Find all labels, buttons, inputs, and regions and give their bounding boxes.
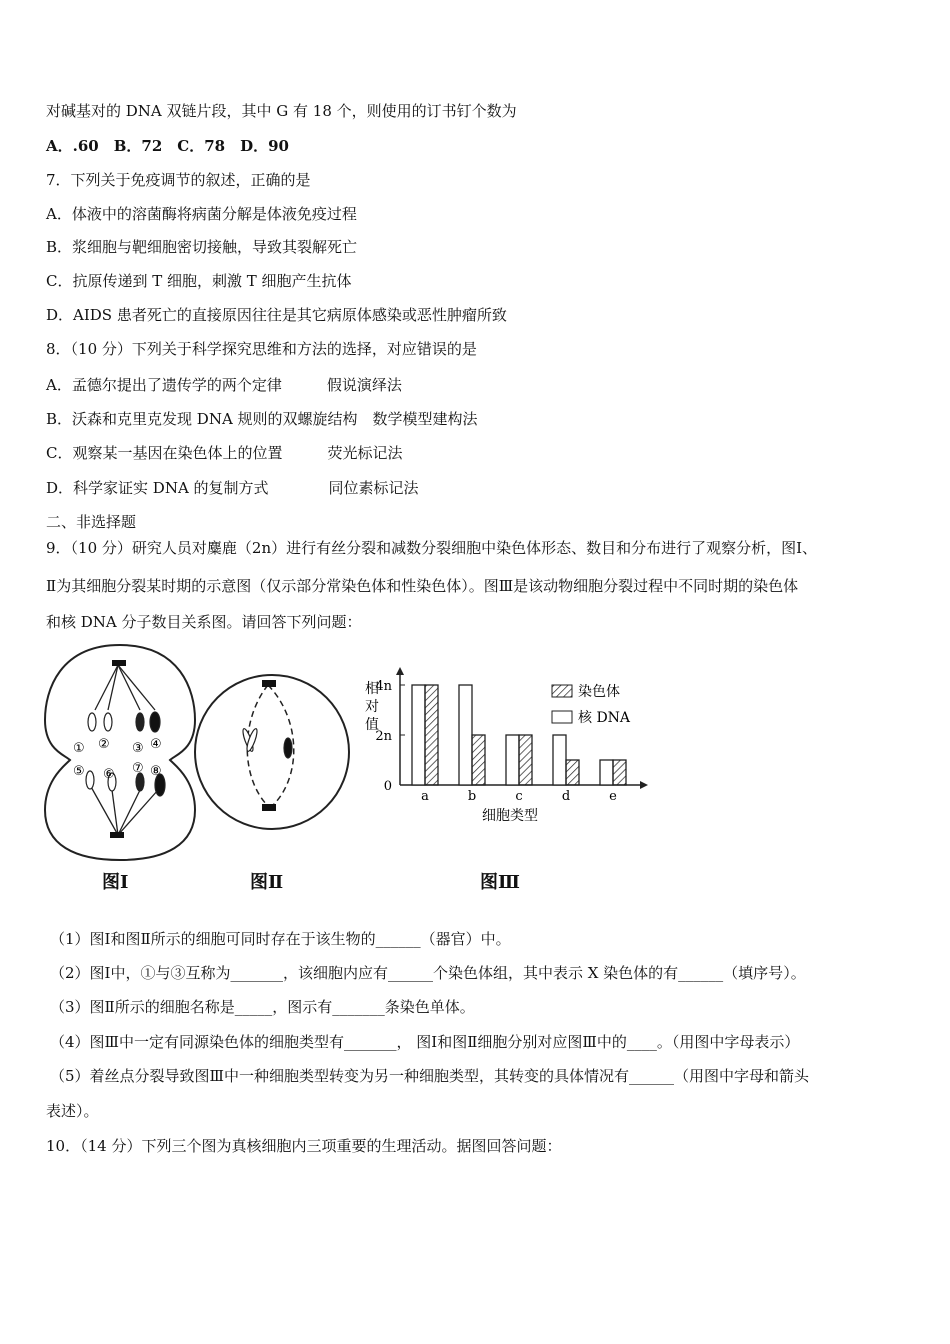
q8-option-a: A．孟德尔提出了遗传学的两个定律 假说演绎法 — [46, 376, 402, 394]
x-tick-label: b — [467, 789, 477, 804]
q7-option-b: B．浆细胞与靶细胞密切接触，导致其裂解死亡 — [46, 238, 358, 256]
bar-chromosome — [425, 685, 438, 785]
q9-stem-3: 和核 DNA 分子数目关系图。请回答下列问题： — [46, 613, 362, 631]
y-axis-label: 相 — [365, 681, 379, 697]
bar-dna — [553, 735, 566, 785]
num-3: ③ — [132, 741, 144, 756]
bar-dna — [600, 760, 613, 785]
q7-stem: 7．下列关于免疫调节的叙述，正确的是 — [46, 171, 311, 189]
q9-sub-5b: 表述）。 — [46, 1102, 99, 1120]
fig1-upper-chromosomes — [88, 712, 160, 732]
x-tick-label: d — [561, 789, 571, 804]
bar-dna — [459, 685, 472, 785]
q7-option-a: A．体液中的溶菌酶将病菌分解是体液免疫过程 — [46, 205, 357, 223]
bar-dna — [506, 735, 519, 785]
bar-chromosome — [566, 760, 579, 785]
x-axis-label: 细胞类型 — [482, 808, 538, 824]
fig1-centriole-top — [112, 660, 126, 666]
legend-swatch-chromosome — [552, 685, 572, 697]
num-1: ① — [73, 741, 85, 756]
bar-chromosome — [472, 735, 485, 785]
q9-sub-4: （4）图Ⅲ中一定有同源染色体的细胞类型有_______， 图Ⅰ和图Ⅱ细胞分别对应图Ⅲ中的____。（用图中字母表示） — [50, 1033, 800, 1051]
bar-chromosome — [613, 760, 626, 785]
q8-option-c: C．观察某一基因在染色体上的位置 荧光标记法 — [46, 444, 403, 462]
fig1-cell-outline — [45, 645, 195, 860]
q8-option-d: D．科学家证实 DNA 的复制方式 同位素标记法 — [46, 479, 419, 497]
figure-svg — [40, 640, 760, 900]
fig2-label: 图Ⅱ — [250, 872, 284, 893]
fig1-label: 图Ⅰ — [102, 872, 129, 893]
q9-stem-2: Ⅱ为其细胞分裂某时期的示意图（仅示部分常染色体和性染色体）。图Ⅲ是该动物细胞分裂过程中不同时期的染色体 — [46, 577, 799, 595]
q9-sub-5a: （5）着丝点分裂导致图Ⅲ中一种细胞类型转变为另一种细胞类型，其转变的具体情况有______（用图中字母和箭头 — [50, 1067, 810, 1085]
q9-sub-1: （1）图Ⅰ和图Ⅱ所示的细胞可同时存在于该生物的______（器官）中。 — [50, 930, 511, 948]
q10-stem: 10．（14 分）下列三个图为真核细胞内三项重要的生理活动。据图回答问题： — [46, 1137, 562, 1155]
num-5: ⑤ — [73, 764, 85, 779]
q9-sub-2: （2）图Ⅰ中，①与③互称为_______，该细胞内应有______个染色体组，其中表示 X 染色体的有______（填序号）。 — [50, 964, 806, 982]
q9-sub-3: （3）图Ⅱ所示的细胞名称是_____，图示有_______条染色单体。 — [50, 998, 475, 1016]
q9-figures — [40, 640, 760, 900]
num-2: ② — [98, 737, 110, 752]
bar-chromosome — [519, 735, 532, 785]
x-tick-label: a — [421, 789, 429, 804]
q7-option-c: C．抗原传递到 T 细胞，刺激 T 细胞产生抗体 — [46, 272, 352, 290]
fig3-chart — [365, 667, 648, 824]
legend-swatch-dna — [552, 711, 572, 723]
q6-options: A．.60 B．72 C．78 D．90 — [46, 137, 289, 155]
y-axis-label: 对 — [365, 699, 379, 715]
y-tick-label: 0 — [383, 779, 392, 794]
num-8: ⑧ — [150, 764, 162, 779]
bar-dna — [412, 685, 425, 785]
legend-label-chromosome: 染色体 — [578, 684, 620, 700]
legend-label-dna: 核 DNA — [578, 710, 631, 726]
fig1-lower-spindle — [90, 785, 158, 835]
q8-option-b: B．沃森和克里克发现 DNA 规则的双螺旋结构 数学模型建构法 — [46, 410, 478, 428]
num-6: ⑥ — [103, 767, 115, 782]
fig3-label: 图Ⅲ — [480, 872, 520, 893]
y-tick-label: 2n — [375, 729, 392, 744]
num-4: ④ — [150, 737, 162, 752]
x-tick-label: e — [609, 789, 617, 804]
fig1-upper-spindle — [95, 665, 155, 710]
fig2-centriole-top — [262, 680, 276, 687]
q7-option-d: D．AIDS 患者死亡的直接原因往往是其它病原体感染或恶性肿瘤所致 — [46, 306, 507, 324]
num-7: ⑦ — [132, 761, 144, 776]
q6-continuation: 对碱基对的 DNA 双链片段，其中 G 有 18 个，则使用的订书钉个数为 — [46, 102, 517, 120]
x-axis-arrow — [640, 781, 648, 789]
fig1-centriole-bottom — [110, 832, 124, 838]
y-axis-label: 值 — [365, 717, 379, 733]
section-heading: 二、非选择题 — [46, 513, 137, 531]
fig2-centriole-bottom — [262, 804, 276, 811]
y-tick-label: 4n — [375, 679, 392, 694]
y-axis-arrow — [396, 667, 404, 675]
q9-stem-1: 9．（10 分）研究人员对麋鹿（2n）进行有丝分裂和减数分裂细胞中染色体形态、数目和分布进行了观察分析，图Ⅰ、 — [46, 539, 818, 557]
x-tick-label: c — [515, 789, 523, 804]
q8-stem: 8．（10 分）下列关于科学探究思维和方法的选择，对应错误的是 — [46, 340, 477, 358]
